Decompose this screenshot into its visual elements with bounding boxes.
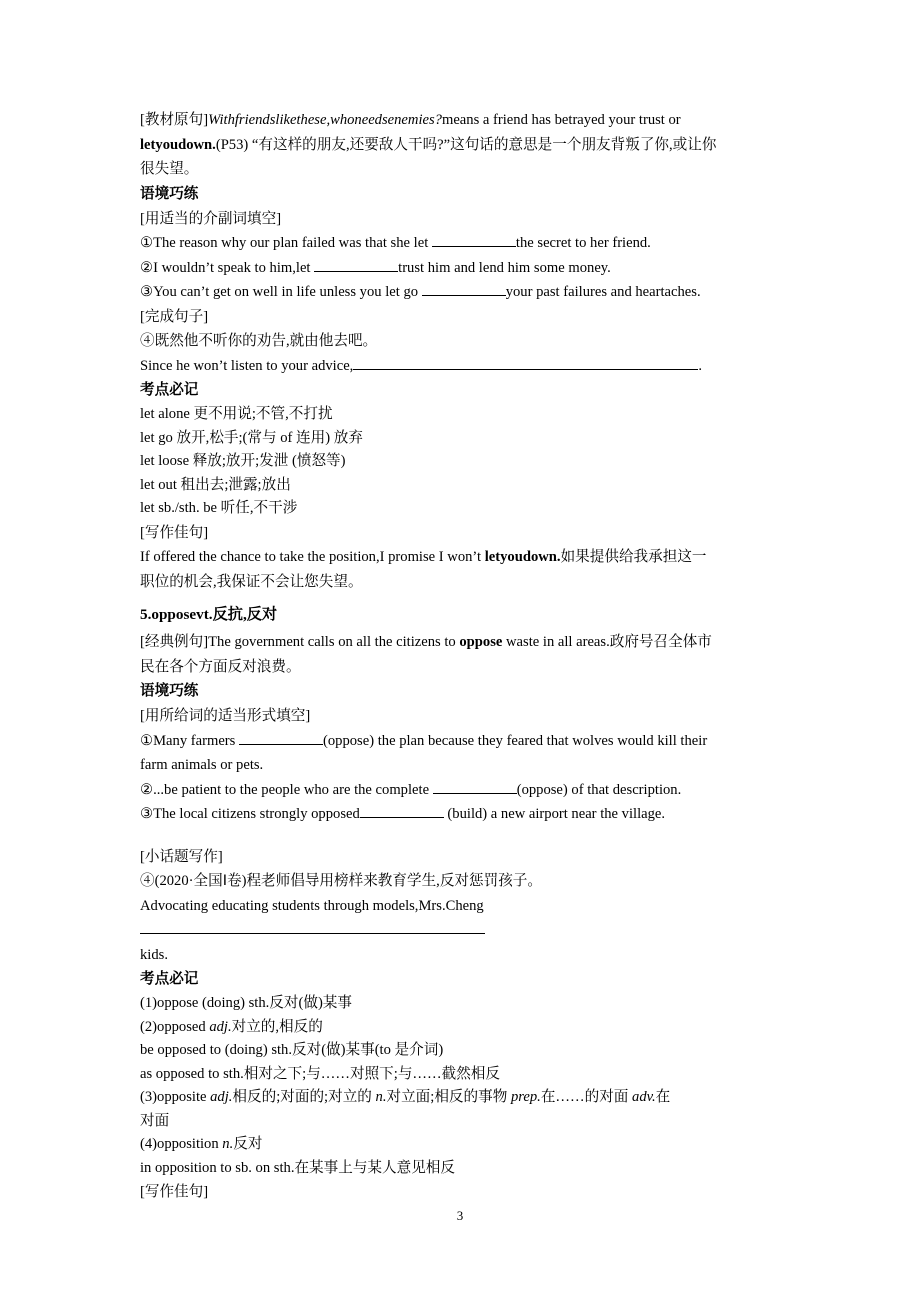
- textbook-sentence-line-3: [140, 157, 780, 182]
- form-fill-label: [用所给词的适当形式填空]: [140, 708, 311, 724]
- note-item: let out 租出去;泄露;放出: [140, 476, 291, 493]
- classic-sentence-label: [经典例句]: [140, 634, 209, 650]
- question-4-tail: .: [698, 357, 702, 374]
- question-5-line-2: farm animals or pets.: [140, 757, 264, 773]
- prep-fill-label: [用适当的介副词填空]: [140, 210, 282, 227]
- page-number: 3: [456, 1208, 464, 1223]
- textbook-sentence-line-2: [140, 133, 780, 158]
- question-2-blank[interactable]: [314, 259, 398, 272]
- note-text: 相反的;对面的;对立的: [232, 1089, 376, 1105]
- heading-context-practice-1: 语境巧练: [140, 185, 199, 202]
- textbook-sentence-english: Withfriendslikethese,whoneedsenemies?: [208, 112, 442, 128]
- textbook-sentence-translation: (P53) “有这样的朋友,还要敌人干吗?”这句话的意思是一个朋友背叛了你,或让你: [215, 136, 717, 153]
- page-content: [140, 108, 780, 1205]
- textbook-sentence-label: [教材原句]: [140, 112, 209, 128]
- note-item: let loose 释放;放开;发泄 (愤怒等): [140, 453, 346, 469]
- question-4-blank[interactable]: [353, 357, 698, 370]
- question-5-line-1: [140, 729, 780, 754]
- question-8-answer-line: [140, 894, 780, 943]
- question-5-stem: ①Many farmers: [140, 732, 239, 749]
- note-item: [140, 1039, 780, 1063]
- word-oppose: oppose: [459, 634, 503, 650]
- note-text: (1)oppose (doing) sth.反对(做)某事: [140, 995, 352, 1011]
- question-5-tail: (oppose) the plan because they feared that wolves would kill their: [323, 732, 708, 749]
- heading-context-practice-2: 语境巧练: [140, 683, 199, 699]
- heading-key-points-2: 考点必记: [140, 971, 199, 987]
- phrase-let-you-down: letyoudown.: [140, 136, 216, 153]
- note-text: as opposed to sth.相对之下;与……对照下;与……截然相反: [140, 1065, 500, 1082]
- classic-sentence-line-1: [140, 630, 780, 655]
- question-3-stem: ③You can’t get on well in life unless you let go: [140, 284, 422, 300]
- question-1-stem: ①The reason why our plan failed was that she let: [140, 235, 432, 251]
- question-7: [140, 802, 780, 827]
- note-item: let go 放开,松手;(常与 of 连用) 放弃: [140, 429, 363, 446]
- phrase-let-you-down: letyoudown.: [484, 549, 561, 565]
- entry-title-oppose: 5.opposevt.反抗,反对: [140, 606, 278, 623]
- pos-adj: adj.: [210, 1089, 233, 1105]
- pos-prep: prep.: [510, 1089, 541, 1105]
- question-1-blank[interactable]: [432, 234, 516, 247]
- writing-example-label-2: [写作佳句]: [140, 1184, 209, 1200]
- classic-sentence-text-a: The government calls on all the citizens to: [208, 634, 460, 650]
- note-text: 对面: [140, 1112, 170, 1129]
- question-2-stem: ②I wouldn’t speak to him,let: [140, 259, 315, 276]
- writing-example-1-text-b: 如果提供给我承担这一: [560, 549, 707, 565]
- classic-sentence-text-b: waste in all areas.政府号召全体市: [502, 634, 712, 650]
- question-7-stem: ③The local citizens strongly opposed: [140, 806, 360, 822]
- heading-key-points-1: 考点必记: [140, 382, 199, 398]
- note-text: be opposed to (doing) sth.反对(做)某事(to 是介词): [140, 1042, 444, 1058]
- question-3-blank[interactable]: [422, 283, 506, 296]
- textbook-sentence-meaning: means a friend has betrayed your trust or: [441, 112, 681, 128]
- note-text: (2)opposed: [140, 1018, 210, 1035]
- classic-sentence-line-2: 民在各个方面反对浪费。: [140, 658, 301, 675]
- writing-example-1-text-a: If offered the chance to take the position,I promise I won’t: [140, 549, 485, 565]
- note-item: let alone 更不用说;不管,不打扰: [140, 406, 333, 422]
- note-item: let sb./sth. be 听任,不干涉: [140, 500, 298, 516]
- question-3-tail: your past failures and heartaches.: [505, 284, 701, 300]
- writing-example-1-line-1: [140, 545, 780, 570]
- pos-adj: adj.: [209, 1018, 232, 1035]
- pos-n: n.: [375, 1089, 387, 1105]
- pos-n: n.: [222, 1136, 234, 1152]
- note-item: [140, 1063, 780, 1087]
- note-item: [140, 1157, 780, 1181]
- note-text: (3)opposite: [140, 1089, 211, 1105]
- note-text: 在……的对面: [540, 1089, 633, 1105]
- question-6-tail: (oppose) of that description.: [516, 781, 682, 798]
- question-4-chinese: ④既然他不听你的劝告,就由他去吧。: [140, 333, 378, 349]
- textbook-sentence-translation-cont: 很失望。: [140, 161, 199, 177]
- question-2: [140, 256, 780, 281]
- note-item: [140, 992, 780, 1016]
- note-text: 反对: [233, 1136, 263, 1152]
- note-text: 在: [655, 1089, 671, 1105]
- note-item: [140, 1133, 780, 1157]
- question-5-blank[interactable]: [239, 732, 323, 745]
- writing-example-1-line-2: 职位的机会,我保证不会让您失望。: [140, 573, 363, 590]
- pos-adv: adv.: [632, 1089, 656, 1105]
- small-topic-writing-label: [小话题写作]: [140, 848, 223, 865]
- note-text: in opposition to sb. on sth.在某事上与某人意见相反: [140, 1159, 455, 1176]
- note-item: [140, 1016, 780, 1040]
- spacer: [140, 827, 780, 845]
- question-7-tail: (build) a new airport near the village.: [443, 806, 666, 822]
- note-text: (4)opposition: [140, 1136, 223, 1152]
- note-text: 对立面;相反的事物: [386, 1089, 511, 1105]
- question-6: [140, 778, 780, 803]
- writing-example-label-1: [写作佳句]: [140, 524, 209, 541]
- complete-sentence-label: [完成句子]: [140, 308, 209, 325]
- question-7-blank[interactable]: [360, 805, 444, 818]
- question-4-stem: Since he won’t listen to your advice,: [140, 357, 354, 374]
- question-6-stem: ②...be patient to the people who are the complete: [140, 781, 433, 798]
- question-3: [140, 280, 780, 305]
- note-item: [140, 1110, 780, 1134]
- note-item: [140, 1086, 780, 1110]
- textbook-sentence-line-1: [140, 108, 780, 133]
- question-4-answer-line: [140, 354, 780, 379]
- note-text: 对立的,相反的: [231, 1018, 323, 1035]
- question-8-chinese: ④(2020·全国Ⅰ卷)程老师倡导用榜样来教育学生,反对惩罚孩子。: [140, 873, 542, 889]
- question-2-tail: trust him and lend him some money.: [398, 259, 611, 276]
- question-8-blank[interactable]: [140, 921, 485, 934]
- question-6-blank[interactable]: [433, 781, 517, 794]
- question-8-tail: kids.: [140, 946, 168, 963]
- question-1: [140, 231, 780, 256]
- question-8-stem: Advocating educating students through models,Mrs.Cheng: [140, 897, 484, 914]
- question-1-tail: the secret to her friend.: [515, 235, 651, 251]
